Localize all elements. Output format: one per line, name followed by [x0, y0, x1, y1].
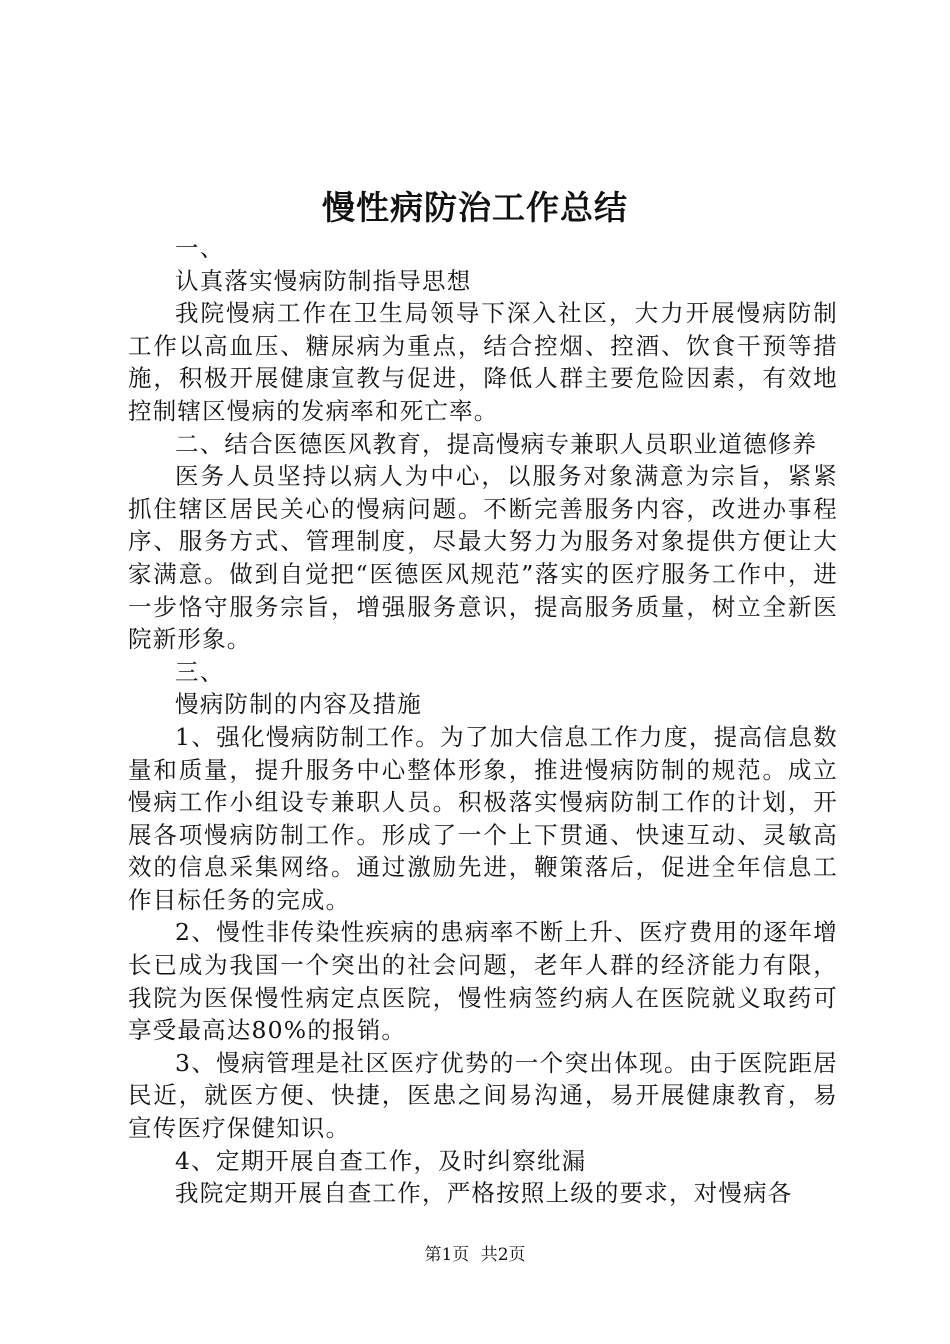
- section-number: 一、: [175, 234, 225, 262]
- body-paragraph: 1、强化慢病防制工作。为了加大信息工作力度，提高信息数量和质量，提升服务中心整体形象，推进慢病防制的规范。成立慢病工作小组设专兼职人员。积极落实慢病防制工作的计划，开展各项慢病防制工作。形成了一个上下贯通、快速互动、灵敏高效的信息采集网络。通过激励先进，鞭策落后，促进全年信息工作目标任务的完成。: [128, 722, 838, 914]
- subsection-heading: 4、定期开展自查工作，及时纠察纰漏: [175, 1146, 587, 1175]
- document-title: 慢性病防治工作总结: [322, 188, 628, 227]
- body-paragraph: 我院慢病工作在卫生局领导下深入社区，大力开展慢病防制工作以高血压、糖尿病为重点，结合控烟、控酒、饮食干预等措施，积极开展健康宣教与促进，降低人群主要危险因素，有效地控制辖区慢病的发病率和死亡率。: [128, 299, 838, 425]
- page-number: 第1页: [424, 1245, 470, 1265]
- body-paragraph: 我院定期开展自查工作，严格按照上级的要求，对慢病各: [175, 1179, 793, 1208]
- body-paragraph: 2、慢性非传染性疾病的患病率不断上升、医疗费用的逐年增长已成为我国一个突出的社会问题，老年人群的经济能力有限，我院为医保慢性病定点医院，慢性病签约病人在医院就义取药可享受最高达80%的报销。: [128, 918, 838, 1045]
- section-heading: 认真落实慢病防制指导思想: [175, 266, 472, 295]
- body-paragraph: 医务人员坚持以病人为中心，以服务对象满意为宗旨，紧紧抓住辖区居民关心的慢病问题。不断完善服务内容，改进办事程序、服务方式、管理制度，尽最大努力为服务对象提供方便让大家满意。做到自觉把“医德医风规范”落实的医疗服务工作中，进一步恪守服务宗旨，增强服务意识，提高服务质量，树立全新医院新形象。: [128, 462, 838, 654]
- section-heading: 慢病防制的内容及措施: [175, 690, 422, 719]
- section-heading: 二、结合医德医风教育，提高慢病专兼职人员职业道德修养: [175, 429, 818, 458]
- section-number: 三、: [175, 657, 225, 686]
- page-footer: [0, 1244, 950, 1266]
- page-total: 共2页: [480, 1245, 526, 1265]
- body-paragraph: 3、慢病管理是社区医疗优势的一个突出体现。由于医院距居民近，就医方便、快捷，医患之间易沟通，易开展健康教育，易宣传医疗保健知识。: [128, 1048, 838, 1143]
- document-body: [128, 232, 838, 1210]
